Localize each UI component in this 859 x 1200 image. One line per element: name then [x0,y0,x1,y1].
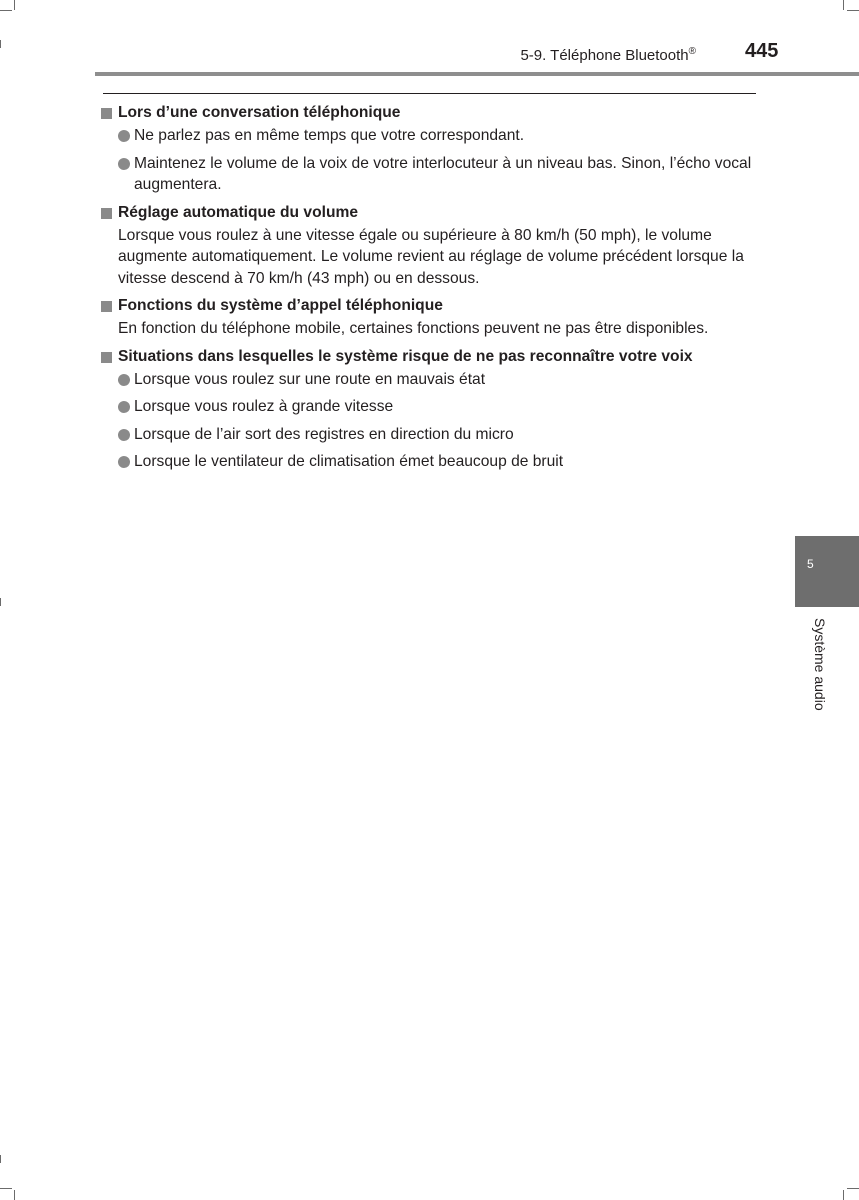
chapter-number: 5 [807,557,814,571]
section-heading-text: Situations dans lesquelles le système risque de ne pas reconnaître votre voix [118,347,693,365]
list-item [101,396,761,418]
section-heading-text: Fonctions du système d’appel téléphonique [118,297,443,314]
section-heading-text: Lors d’une conversation téléphonique [118,104,401,121]
crop-mark [0,598,1,606]
list-item [101,424,761,446]
crop-mark [14,1190,15,1200]
crop-mark [0,1188,12,1189]
list-item [101,369,761,391]
circle-bullet-icon [118,130,130,142]
page-content [101,102,761,479]
section-title: 5-9. Téléphone Bluetooth [520,47,689,64]
section-heading-text: Réglage automatique du volume [118,203,359,221]
list-item [101,451,761,473]
running-header [520,46,696,64]
list-item-text: Maintenez le volume de la voix de votre interlocuteur à un niveau bas. Sinon, l’écho vocal augmentera. [134,154,752,193]
circle-bullet-icon [118,158,130,170]
section-heading [101,346,761,369]
list-item-text: Lorsque le ventilateur de climatisation émet beaucoup de bruit [134,453,564,470]
crop-mark [847,10,859,11]
crop-mark [0,1155,1,1163]
section-heading [101,102,761,125]
section-auto-volume [101,202,761,290]
list-item-text: Lorsque de l’air sort des registres en direction du micro [134,425,514,443]
page-number: 445 [745,40,779,62]
chapter-label: Système audio [812,618,828,711]
header-rule [95,72,859,76]
square-bullet-icon [101,352,112,363]
list-item-text: Lorsque vous roulez sur une route en mauvais état [134,370,486,388]
section-voice-recognition [101,346,761,473]
chapter-tab[interactable] [795,536,859,607]
section-call-functions [101,295,761,340]
section-heading [101,295,761,318]
circle-bullet-icon [118,429,130,441]
divider [103,93,756,94]
list-item [101,153,761,196]
list-item [101,125,761,147]
crop-mark [843,0,844,10]
section-paragraph: Lorsque vous roulez à une vitesse égale ou supérieure à 80 km/h (50 mph), le volume augmente automatiquement. Le volume revient au réglage de volume précédent lorsque la vitesse descend à 70 km/h (43 mph) ou en dessous. [118,226,744,287]
square-bullet-icon [101,108,112,119]
circle-bullet-icon [118,401,130,413]
circle-bullet-icon [118,374,130,386]
crop-mark [0,40,1,48]
section-paragraph: En fonction du téléphone mobile, certaines fonctions peuvent ne pas être disponibles. [118,320,709,337]
crop-mark [843,1190,844,1200]
square-bullet-icon [101,208,112,219]
registered-mark: ® [688,46,696,57]
square-bullet-icon [101,301,112,312]
list-item-text: Ne parlez pas en même temps que votre correspondant. [134,127,525,144]
section-conversation [101,102,761,196]
crop-mark [14,0,15,10]
circle-bullet-icon [118,456,130,468]
crop-mark [847,1188,859,1189]
crop-mark [0,10,12,11]
section-heading [101,202,761,225]
list-item-text: Lorsque vous roulez à grande vitesse [134,398,394,415]
